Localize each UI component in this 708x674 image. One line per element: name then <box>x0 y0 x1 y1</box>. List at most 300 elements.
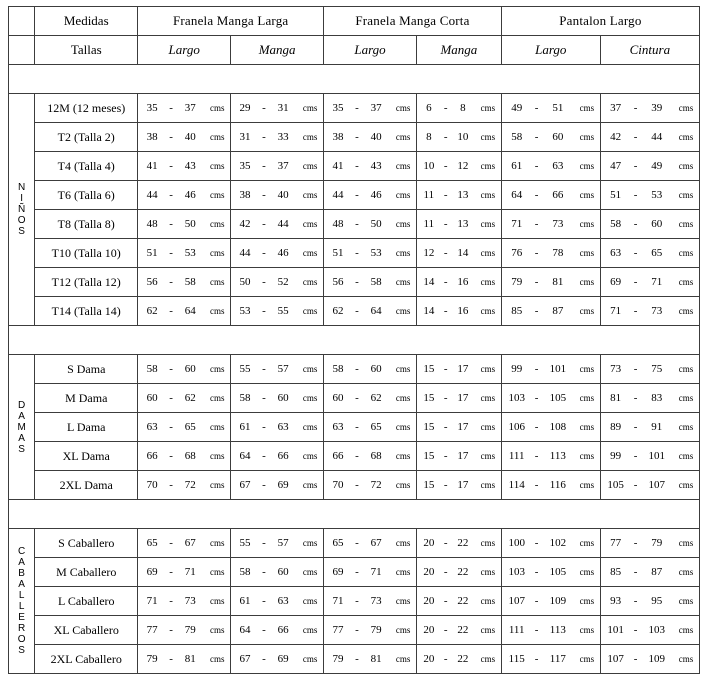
value-unit: cms <box>297 442 323 471</box>
value-min: 58 <box>231 558 259 587</box>
value-min: 77 <box>324 616 352 645</box>
value-min: 69 <box>600 268 630 297</box>
value-dash: - <box>259 616 269 645</box>
value-max: 43 <box>362 152 390 181</box>
row-size-name: 2XL Dama <box>35 471 138 500</box>
value-max: 37 <box>176 94 204 123</box>
value-dash: - <box>259 152 269 181</box>
value-unit: cms <box>574 587 600 616</box>
value-unit: cms <box>574 152 600 181</box>
value-max: 44 <box>269 210 297 239</box>
value-max: 43 <box>176 152 204 181</box>
value-min: 56 <box>138 268 166 297</box>
value-dash: - <box>259 558 269 587</box>
value-max: 79 <box>176 616 204 645</box>
value-dash: - <box>352 616 362 645</box>
value-dash: - <box>631 529 641 558</box>
value-max: 71 <box>176 558 204 587</box>
table-row <box>9 442 700 471</box>
value-min: 10 <box>416 152 440 181</box>
value-dash: - <box>166 355 176 384</box>
value-dash: - <box>352 413 362 442</box>
row-size-name: T14 (Talla 14) <box>35 297 138 326</box>
value-unit: cms <box>673 616 700 645</box>
value-dash: - <box>441 413 451 442</box>
value-max: 101 <box>641 442 673 471</box>
section-spacer-cell <box>9 500 700 529</box>
value-dash: - <box>441 123 451 152</box>
value-unit: cms <box>297 413 323 442</box>
value-min: 65 <box>324 529 352 558</box>
section-label-2 <box>9 355 35 500</box>
value-min: 103 <box>501 558 531 587</box>
value-dash: - <box>441 297 451 326</box>
value-min: 103 <box>501 384 531 413</box>
value-dash: - <box>352 210 362 239</box>
value-unit: cms <box>475 239 501 268</box>
value-dash: - <box>166 442 176 471</box>
value-min: 49 <box>501 94 531 123</box>
value-dash: - <box>532 587 542 616</box>
value-unit: cms <box>390 355 416 384</box>
value-max: 60 <box>269 384 297 413</box>
value-dash: - <box>259 645 269 674</box>
value-max: 72 <box>362 471 390 500</box>
value-unit: cms <box>297 152 323 181</box>
value-min: 111 <box>501 616 531 645</box>
value-dash: - <box>259 413 269 442</box>
value-unit: cms <box>475 210 501 239</box>
section-label-3 <box>9 529 35 674</box>
value-dash: - <box>631 442 641 471</box>
value-unit: cms <box>297 210 323 239</box>
value-max: 105 <box>542 384 574 413</box>
section-label-char: L <box>18 590 25 601</box>
value-min: 105 <box>600 471 630 500</box>
value-max: 49 <box>641 152 673 181</box>
section-label-char: S <box>18 645 25 656</box>
value-min: 99 <box>501 355 531 384</box>
value-unit: cms <box>204 210 230 239</box>
section-label-char: Ñ <box>18 204 26 215</box>
row-size-name: T6 (Talla 6) <box>35 181 138 210</box>
value-dash: - <box>532 181 542 210</box>
value-max: 113 <box>542 442 574 471</box>
value-min: 58 <box>231 384 259 413</box>
value-min: 60 <box>138 384 166 413</box>
value-unit: cms <box>390 123 416 152</box>
value-unit: cms <box>297 123 323 152</box>
value-min: 69 <box>138 558 166 587</box>
value-max: 62 <box>176 384 204 413</box>
value-min: 76 <box>501 239 531 268</box>
value-max: 22 <box>451 587 475 616</box>
value-unit: cms <box>204 645 230 674</box>
value-unit: cms <box>574 413 600 442</box>
table-row <box>9 616 700 645</box>
value-unit: cms <box>204 587 230 616</box>
value-max: 60 <box>362 355 390 384</box>
value-dash: - <box>631 355 641 384</box>
row-size-name: M Caballero <box>35 558 138 587</box>
value-max: 13 <box>451 181 475 210</box>
value-max: 117 <box>542 645 574 674</box>
value-unit: cms <box>297 355 323 384</box>
section-label-char: A <box>18 557 25 568</box>
value-min: 51 <box>324 239 352 268</box>
header-sub-4: Manga <box>416 36 501 65</box>
header-sub-1: Largo <box>138 36 231 65</box>
value-max: 73 <box>542 210 574 239</box>
value-dash: - <box>352 355 362 384</box>
value-dash: - <box>441 94 451 123</box>
value-max: 79 <box>641 529 673 558</box>
value-min: 15 <box>416 442 440 471</box>
value-min: 60 <box>324 384 352 413</box>
value-unit: cms <box>204 413 230 442</box>
value-max: 52 <box>269 268 297 297</box>
value-unit: cms <box>574 268 600 297</box>
value-min: 85 <box>501 297 531 326</box>
value-max: 60 <box>542 123 574 152</box>
value-max: 51 <box>542 94 574 123</box>
section-spacer <box>9 326 700 355</box>
value-dash: - <box>166 587 176 616</box>
value-unit: cms <box>390 210 416 239</box>
value-max: 17 <box>451 355 475 384</box>
value-dash: - <box>441 558 451 587</box>
value-min: 58 <box>138 355 166 384</box>
value-dash: - <box>631 210 641 239</box>
value-unit: cms <box>390 94 416 123</box>
value-min: 20 <box>416 587 440 616</box>
value-max: 14 <box>451 239 475 268</box>
value-dash: - <box>532 413 542 442</box>
row-size-name: M Dama <box>35 384 138 413</box>
value-unit: cms <box>673 94 700 123</box>
value-min: 71 <box>324 587 352 616</box>
table-row <box>9 123 700 152</box>
value-min: 73 <box>600 355 630 384</box>
value-dash: - <box>166 471 176 500</box>
value-min: 37 <box>600 94 630 123</box>
value-max: 66 <box>269 442 297 471</box>
section-label-char: I <box>20 193 24 204</box>
value-max: 66 <box>269 616 297 645</box>
value-unit: cms <box>390 442 416 471</box>
table-row <box>9 471 700 500</box>
value-max: 68 <box>176 442 204 471</box>
value-dash: - <box>631 123 641 152</box>
value-dash: - <box>532 210 542 239</box>
value-unit: cms <box>204 239 230 268</box>
header-row-subs <box>9 36 700 65</box>
value-unit: cms <box>475 268 501 297</box>
value-unit: cms <box>297 645 323 674</box>
value-unit: cms <box>390 297 416 326</box>
header-measures-label: Medidas <box>35 7 138 36</box>
value-min: 71 <box>600 297 630 326</box>
value-dash: - <box>441 616 451 645</box>
value-dash: - <box>631 616 641 645</box>
value-min: 107 <box>600 645 630 674</box>
value-dash: - <box>352 442 362 471</box>
value-unit: cms <box>475 616 501 645</box>
value-min: 44 <box>324 181 352 210</box>
value-dash: - <box>352 181 362 210</box>
value-unit: cms <box>574 181 600 210</box>
table-row <box>9 587 700 616</box>
value-max: 40 <box>176 123 204 152</box>
table-row <box>9 529 700 558</box>
value-dash: - <box>352 645 362 674</box>
value-dash: - <box>532 297 542 326</box>
value-max: 69 <box>269 645 297 674</box>
value-min: 51 <box>600 181 630 210</box>
value-min: 48 <box>138 210 166 239</box>
value-dash: - <box>259 442 269 471</box>
value-unit: cms <box>204 152 230 181</box>
value-min: 38 <box>324 123 352 152</box>
value-dash: - <box>352 529 362 558</box>
value-unit: cms <box>475 471 501 500</box>
value-unit: cms <box>204 616 230 645</box>
value-min: 31 <box>231 123 259 152</box>
section-label-char: A <box>18 410 25 422</box>
value-max: 95 <box>641 587 673 616</box>
value-dash: - <box>259 384 269 413</box>
value-dash: - <box>166 645 176 674</box>
value-max: 57 <box>269 529 297 558</box>
value-dash: - <box>631 268 641 297</box>
value-min: 100 <box>501 529 531 558</box>
value-unit: cms <box>390 413 416 442</box>
value-max: 62 <box>362 384 390 413</box>
table-row <box>9 297 700 326</box>
header-group-1: Franela Manga Larga <box>138 7 324 36</box>
row-size-name: XL Caballero <box>35 616 138 645</box>
section-label-char: R <box>18 623 26 634</box>
table-row <box>9 355 700 384</box>
value-unit: cms <box>574 297 600 326</box>
value-unit: cms <box>297 94 323 123</box>
value-unit: cms <box>204 529 230 558</box>
value-dash: - <box>532 616 542 645</box>
value-max: 16 <box>451 297 475 326</box>
value-dash: - <box>631 384 641 413</box>
header-sub-5: Largo <box>501 36 600 65</box>
value-min: 35 <box>231 152 259 181</box>
value-min: 42 <box>231 210 259 239</box>
value-max: 83 <box>641 384 673 413</box>
value-dash: - <box>166 558 176 587</box>
section-label-char: S <box>18 443 25 455</box>
value-unit: cms <box>475 94 501 123</box>
row-size-name: 2XL Caballero <box>35 645 138 674</box>
value-min: 64 <box>501 181 531 210</box>
value-unit: cms <box>390 529 416 558</box>
value-unit: cms <box>390 152 416 181</box>
value-max: 53 <box>362 239 390 268</box>
row-size-name: T4 (Talla 4) <box>35 152 138 181</box>
value-min: 85 <box>600 558 630 587</box>
value-dash: - <box>631 413 641 442</box>
table-row <box>9 558 700 587</box>
value-min: 63 <box>138 413 166 442</box>
value-min: 20 <box>416 645 440 674</box>
value-min: 71 <box>501 210 531 239</box>
table-row <box>9 268 700 297</box>
value-unit: cms <box>204 558 230 587</box>
value-dash: - <box>441 471 451 500</box>
value-dash: - <box>259 471 269 500</box>
value-dash: - <box>352 152 362 181</box>
row-size-name: L Dama <box>35 413 138 442</box>
value-min: 114 <box>501 471 531 500</box>
value-unit: cms <box>475 442 501 471</box>
value-dash: - <box>441 529 451 558</box>
value-min: 66 <box>324 442 352 471</box>
value-min: 67 <box>231 645 259 674</box>
value-unit: cms <box>204 442 230 471</box>
table-row <box>9 645 700 674</box>
value-unit: cms <box>204 471 230 500</box>
value-unit: cms <box>574 471 600 500</box>
value-dash: - <box>441 442 451 471</box>
value-dash: - <box>166 413 176 442</box>
value-max: 46 <box>269 239 297 268</box>
header-sub-6: Cintura <box>600 36 699 65</box>
value-min: 50 <box>231 268 259 297</box>
value-unit: cms <box>390 471 416 500</box>
value-unit: cms <box>475 587 501 616</box>
value-max: 67 <box>176 529 204 558</box>
section-label-char: L <box>18 601 25 612</box>
size-chart-body <box>9 7 700 674</box>
value-min: 69 <box>324 558 352 587</box>
value-unit: cms <box>673 587 700 616</box>
value-min: 79 <box>501 268 531 297</box>
value-max: 46 <box>176 181 204 210</box>
value-min: 61 <box>231 413 259 442</box>
value-dash: - <box>352 239 362 268</box>
value-unit: cms <box>673 558 700 587</box>
value-min: 70 <box>138 471 166 500</box>
value-dash: - <box>166 239 176 268</box>
value-min: 53 <box>231 297 259 326</box>
value-dash: - <box>631 471 641 500</box>
value-max: 60 <box>176 355 204 384</box>
value-min: 63 <box>600 239 630 268</box>
value-max: 22 <box>451 529 475 558</box>
value-unit: cms <box>673 384 700 413</box>
value-min: 29 <box>231 94 259 123</box>
value-min: 44 <box>138 181 166 210</box>
value-max: 63 <box>269 413 297 442</box>
header-group-3: Pantalon Largo <box>501 7 699 36</box>
value-max: 50 <box>176 210 204 239</box>
table-row <box>9 413 700 442</box>
value-max: 17 <box>451 384 475 413</box>
value-unit: cms <box>574 355 600 384</box>
header-sub-2: Manga <box>231 36 324 65</box>
value-max: 63 <box>542 152 574 181</box>
value-max: 67 <box>362 529 390 558</box>
value-min: 20 <box>416 529 440 558</box>
value-dash: - <box>532 152 542 181</box>
value-max: 81 <box>176 645 204 674</box>
section-label-char: N <box>18 182 26 193</box>
value-unit: cms <box>475 181 501 210</box>
value-max: 46 <box>362 181 390 210</box>
value-dash: - <box>631 181 641 210</box>
value-min: 115 <box>501 645 531 674</box>
header-sub-3: Largo <box>324 36 417 65</box>
value-dash: - <box>441 268 451 297</box>
value-min: 77 <box>600 529 630 558</box>
header-group-2: Franela Manga Corta <box>324 7 502 36</box>
value-max: 8 <box>451 94 475 123</box>
value-min: 67 <box>231 471 259 500</box>
value-dash: - <box>166 384 176 413</box>
value-dash: - <box>441 587 451 616</box>
section-spacer-cell <box>9 65 700 94</box>
value-unit: cms <box>673 529 700 558</box>
section-spacer <box>9 65 700 94</box>
table-row <box>9 384 700 413</box>
value-unit: cms <box>390 587 416 616</box>
value-unit: cms <box>574 616 600 645</box>
value-dash: - <box>441 645 451 674</box>
value-min: 58 <box>501 123 531 152</box>
value-unit: cms <box>574 529 600 558</box>
value-min: 47 <box>600 152 630 181</box>
value-max: 12 <box>451 152 475 181</box>
value-unit: cms <box>390 384 416 413</box>
row-size-name: S Dama <box>35 355 138 384</box>
section-label-char: O <box>17 634 26 645</box>
row-size-name: XL Dama <box>35 442 138 471</box>
value-max: 65 <box>176 413 204 442</box>
header-sizes-label: Tallas <box>35 36 138 65</box>
value-dash: - <box>166 94 176 123</box>
value-unit: cms <box>475 529 501 558</box>
section-label-char: D <box>18 399 26 411</box>
value-min: 61 <box>501 152 531 181</box>
value-min: 35 <box>324 94 352 123</box>
value-min: 62 <box>324 297 352 326</box>
value-max: 37 <box>362 94 390 123</box>
value-dash: - <box>441 210 451 239</box>
value-dash: - <box>259 239 269 268</box>
header-row-groups <box>9 7 700 36</box>
value-max: 69 <box>269 471 297 500</box>
value-max: 109 <box>641 645 673 674</box>
value-dash: - <box>352 268 362 297</box>
value-max: 87 <box>641 558 673 587</box>
value-min: 20 <box>416 616 440 645</box>
value-unit: cms <box>574 94 600 123</box>
value-max: 73 <box>176 587 204 616</box>
value-max: 58 <box>176 268 204 297</box>
size-chart-table <box>8 6 700 674</box>
value-dash: - <box>259 355 269 384</box>
value-min: 70 <box>324 471 352 500</box>
value-min: 11 <box>416 181 440 210</box>
value-dash: - <box>166 297 176 326</box>
value-dash: - <box>631 94 641 123</box>
value-unit: cms <box>574 384 600 413</box>
